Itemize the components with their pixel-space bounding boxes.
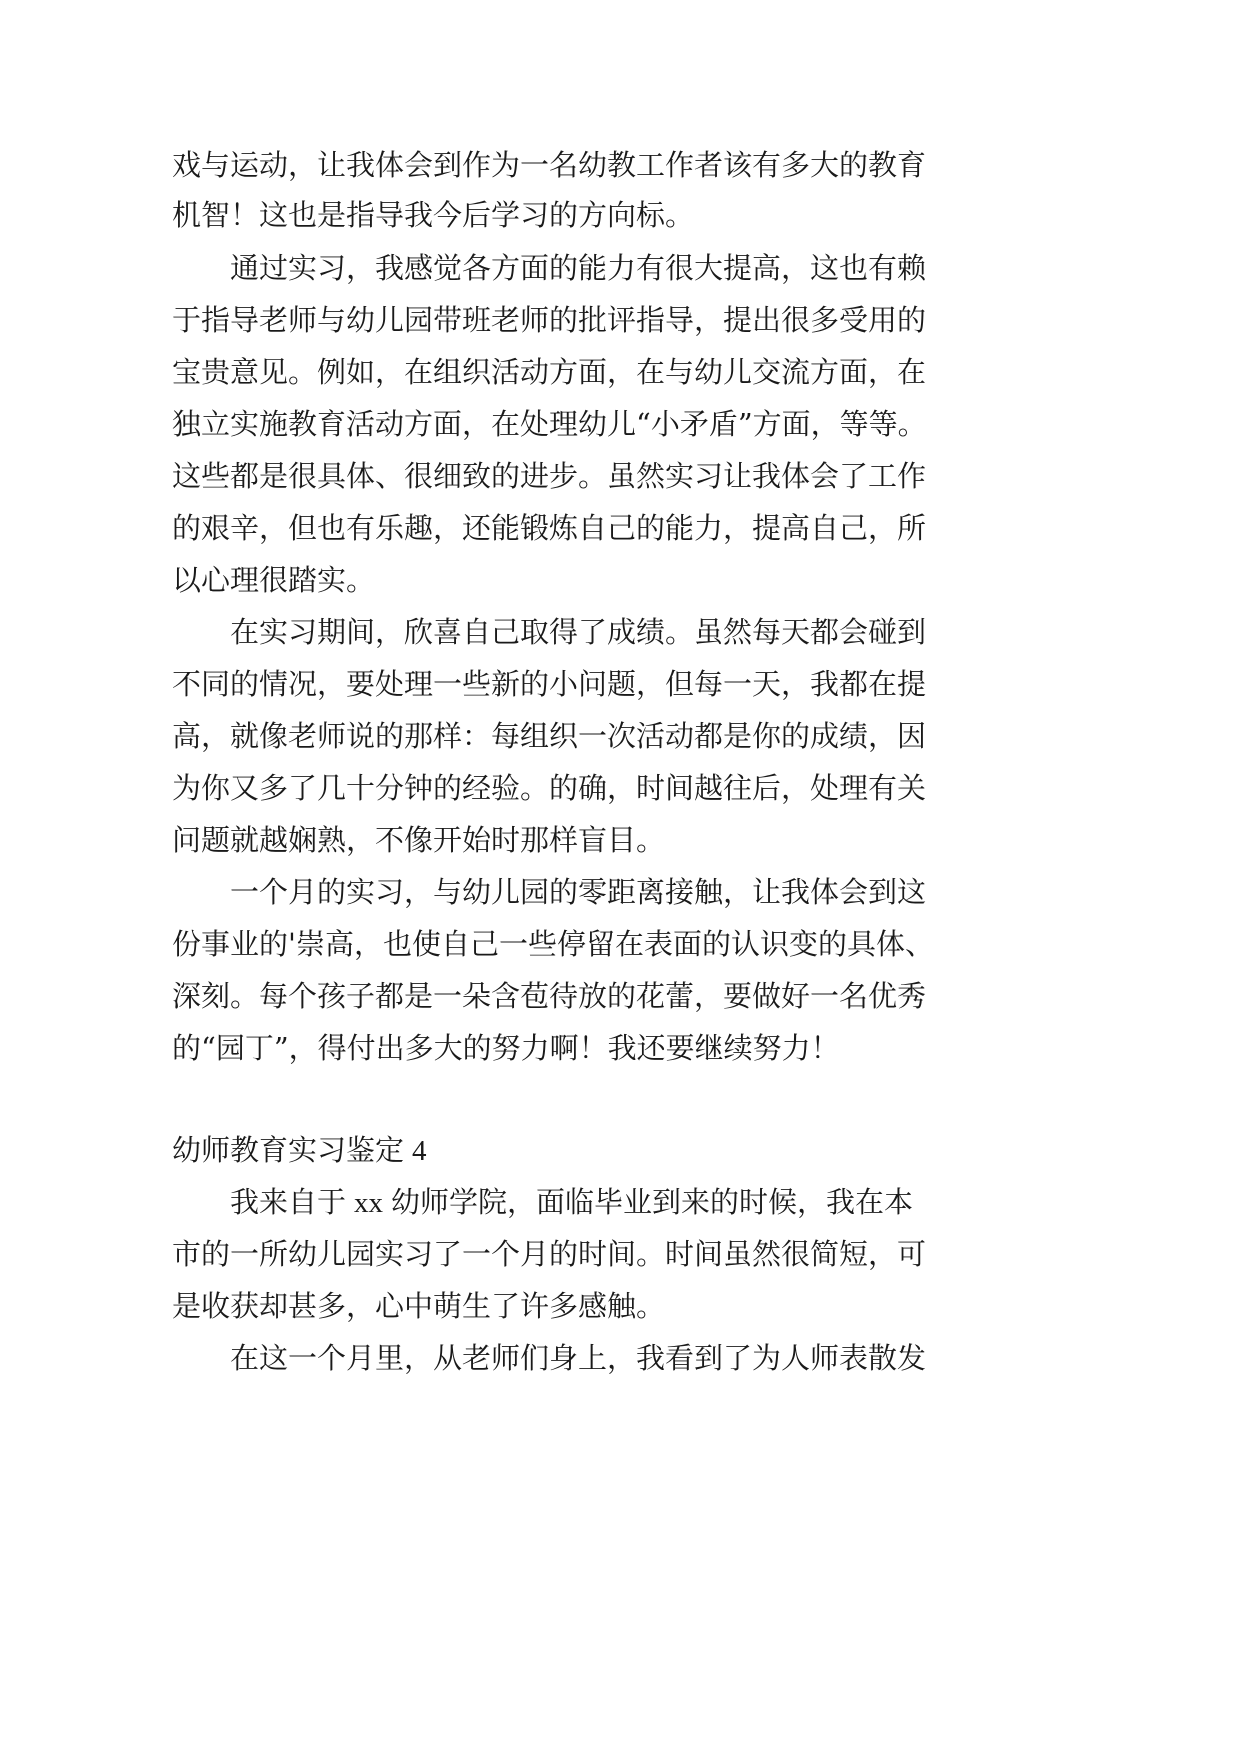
text-fragment: 幼师学院，面临毕业到来的时候，我在本 [391, 1185, 914, 1219]
section-heading-text: 幼师教育实习鉴定 [172, 1133, 405, 1167]
text-line: 市的一所幼儿园实习了一个月的时间。时间虽然很简短，可 [172, 1237, 927, 1271]
section-heading-number: 4 [412, 1135, 427, 1167]
text-line: 在实习期间，欣喜自己取得了成绩。虽然每天都会碰到 [230, 615, 927, 649]
text-line: 高，就像老师说的那样：每组织一次活动都是你的成绩，因 [172, 719, 927, 753]
text-line: 是收获却甚多，心中萌生了许多感触。 [172, 1289, 666, 1323]
text-line: 问题就越娴熟，不像开始时那样盲目。 [172, 823, 666, 857]
text-line: 戏与运动，让我体会到作为一名幼教工作者该有多大的教育 [172, 148, 927, 182]
text-line: 机智！这也是指导我今后学习的方向标。 [172, 198, 695, 232]
text-line [230, 1185, 1241, 1219]
text-line: 于指导老师与幼儿园带班老师的批评指导，提出很多受用的 [172, 303, 927, 337]
section-heading [172, 1133, 1241, 1167]
text-line: 为你又多了几十分钟的经验。的确，时间越往后，处理有关 [172, 771, 927, 805]
text-line: 在这一个月里，从老师们身上，我看到了为人师表散发 [230, 1341, 927, 1375]
text-line: 独立实施教育活动方面，在处理幼儿“小矛盾”方面，等等。 [172, 407, 927, 441]
text-line: 不同的情况，要处理一些新的小问题，但每一天，我都在提 [172, 667, 927, 701]
text-line: 的艰辛，但也有乐趣，还能锻炼自己的能力，提高自己，所 [172, 511, 927, 545]
text-line: 通过实习，我感觉各方面的能力有很大提高，这也有赖 [230, 251, 927, 285]
text-line: 的“园丁”，得付出多大的努力啊！我还要继续努力！ [172, 1031, 840, 1065]
text-line: 一个月的实习，与幼儿园的零距离接触，让我体会到这 [230, 875, 927, 909]
text-line: 份事业的'崇高，也使自己一些停留在表面的认识变的具体、 [172, 927, 934, 961]
text-line: 宝贵意见。例如，在组织活动方面，在与幼儿交流方面，在 [172, 355, 927, 389]
school-placeholder: xx [354, 1187, 384, 1219]
text-line: 这些都是很具体、很细致的进步。虽然实习让我体会了工作 [172, 459, 927, 493]
text-fragment: 我来自于 [230, 1185, 347, 1219]
text-line: 以心理很踏实。 [172, 563, 376, 597]
text-line: 深刻。每个孩子都是一朵含苞待放的花蕾，要做好一名优秀 [172, 979, 927, 1013]
